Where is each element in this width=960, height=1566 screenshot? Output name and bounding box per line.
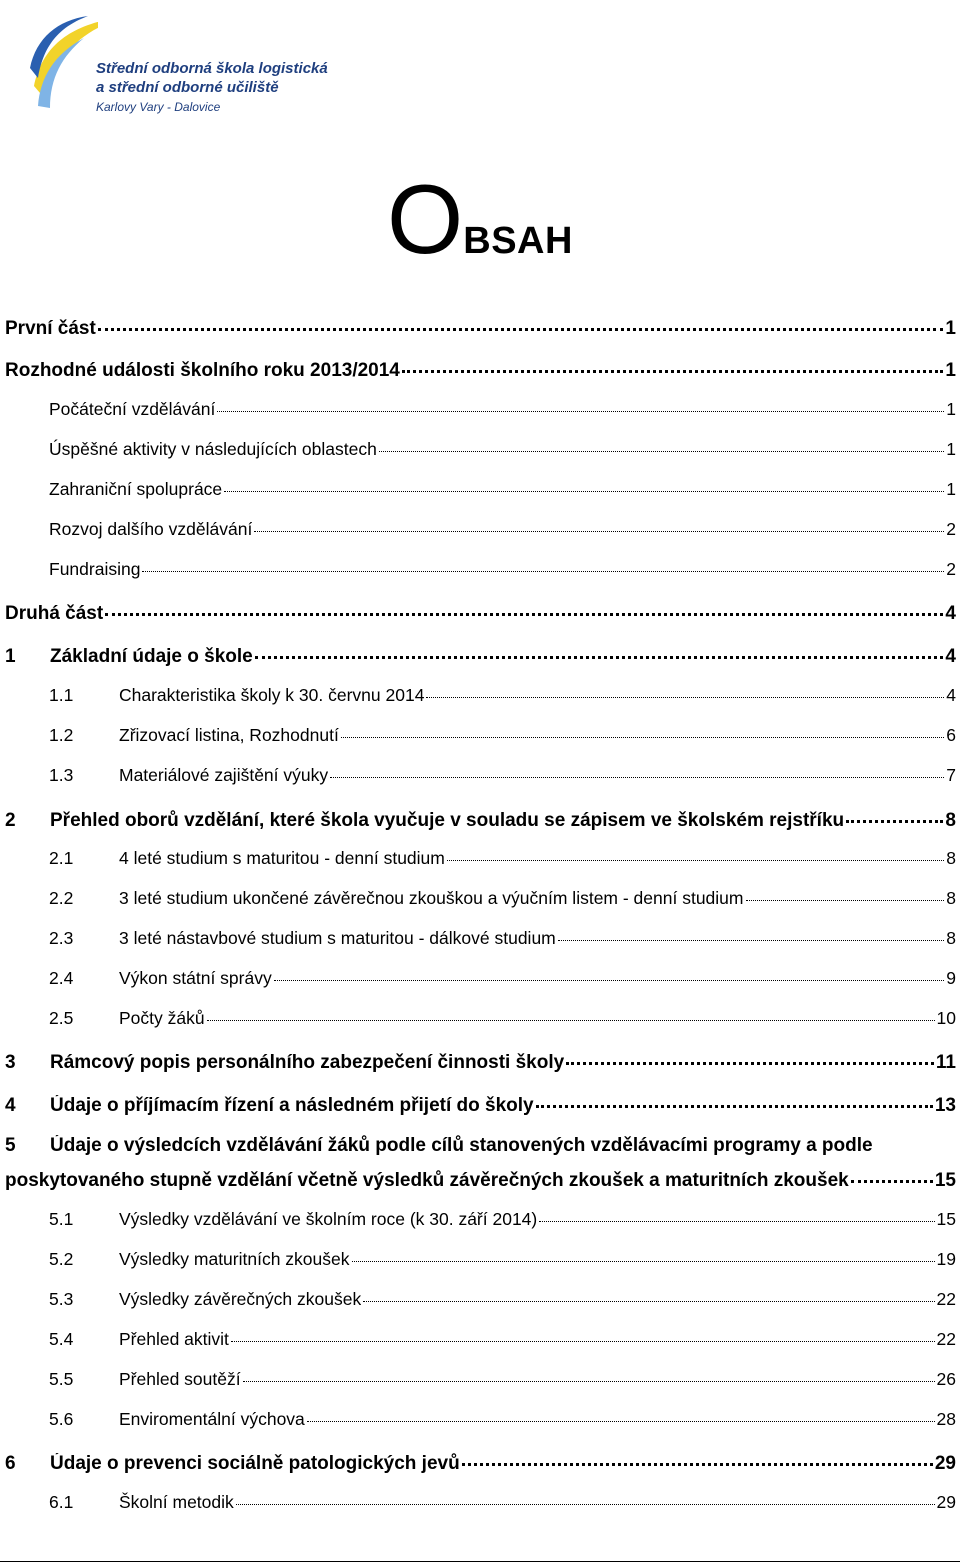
toc-entry[interactable]	[0, 518, 956, 540]
toc-entry-page: 2	[946, 558, 956, 579]
toc-entry-page: 7	[946, 764, 956, 785]
toc-dot-leader	[105, 596, 943, 616]
toc-entry-number: 5.5	[49, 1368, 74, 1389]
toc-entry-number: 5.4	[49, 1328, 74, 1349]
toc-entry[interactable]	[0, 724, 956, 746]
toc-dot-leader	[243, 1365, 935, 1382]
toc-entry-number: 2.3	[49, 927, 74, 948]
toc-entry-title: Druhá část	[5, 603, 104, 625]
toc-entry-title: Počáteční vzdělávání	[49, 398, 216, 419]
toc-entry-page: 13	[934, 1095, 956, 1117]
toc-entry-title: Školní metodik	[119, 1491, 234, 1512]
toc-entry-title: Charakteristika školy k 30. červnu 2014	[119, 684, 425, 705]
toc-entry-page: 8	[946, 847, 956, 868]
toc-dot-leader	[307, 1405, 935, 1422]
toc-entry-number: 1.1	[49, 684, 74, 705]
toc-dot-leader	[558, 924, 945, 941]
toc-entry-number: 2.1	[49, 847, 74, 868]
toc-entry-page: 28	[936, 1408, 956, 1429]
toc-entry[interactable]	[0, 847, 956, 869]
toc-dot-leader	[236, 1488, 935, 1505]
toc-entry[interactable]	[0, 558, 956, 580]
toc-entry-page: 15	[934, 1170, 956, 1192]
toc-entry-title: Rámcový popis personálního zabezpečení činnosti školy	[50, 1052, 565, 1074]
toc-entry-page: 22	[936, 1328, 956, 1349]
toc-dot-leader	[330, 761, 944, 778]
toc-entry[interactable]	[0, 356, 956, 382]
toc-entry-number: 5.6	[49, 1408, 74, 1429]
toc-dot-leader	[231, 1325, 935, 1342]
toc-entry-title: Počty žáků	[119, 1007, 205, 1028]
toc-entry-page: 29	[936, 1491, 956, 1512]
toc-entry-title: Výsledky vzdělávání ve školním roce (k 30. září 2014)	[119, 1208, 538, 1229]
toc-entry-number: 2.2	[49, 887, 74, 908]
toc-entry[interactable]	[0, 1248, 956, 1270]
toc-entry-page: 4	[945, 603, 956, 625]
toc-entry-title: Údaje o příjímacím řízení a následném přijetí do školy	[50, 1095, 534, 1117]
toc-dot-leader	[142, 555, 944, 572]
toc-entry-number: 1.3	[49, 764, 74, 785]
toc-entry[interactable]	[0, 1007, 956, 1029]
toc-entry[interactable]	[0, 1048, 956, 1074]
toc-entry[interactable]	[0, 1091, 956, 1117]
toc-entry-title: Úspěšné aktivity v následujících oblastech	[49, 438, 377, 459]
toc-entry-title: 3 leté nástavbové studium s maturitou - dálkové studium	[119, 927, 556, 948]
toc-dot-leader	[426, 681, 944, 698]
toc-entry-page: 4	[946, 684, 956, 705]
toc-entry-title: 3 leté studium ukončené závěrečnou zkouškou a výučním listem - denní studium	[119, 887, 744, 908]
toc-dot-leader	[875, 1131, 954, 1148]
toc-entry[interactable]	[0, 1208, 956, 1230]
toc-dot-leader	[207, 1004, 935, 1021]
logo-line-2: a střední odborné učiliště	[96, 79, 279, 96]
toc-dot-leader	[846, 803, 943, 823]
toc-entry-page: 8	[946, 927, 956, 948]
toc-entry-title: Výkon státní správy	[119, 967, 272, 988]
toc-entry-number: 1.2	[49, 724, 74, 745]
toc-dot-leader	[447, 844, 944, 861]
toc-entry-page: 2	[946, 518, 956, 539]
toc-entry-title: Výsledky maturitních zkoušek	[119, 1248, 350, 1269]
toc-entry[interactable]	[0, 806, 956, 832]
toc-dot-leader	[217, 395, 944, 412]
toc-entry[interactable]	[0, 764, 956, 786]
toc-entry-number: 4	[5, 1095, 16, 1117]
toc-entry[interactable]	[0, 1368, 956, 1390]
toc-dot-leader	[746, 884, 945, 901]
toc-dot-leader	[566, 1045, 934, 1065]
toc-entry-title: Přehled soutěží	[119, 1368, 241, 1389]
toc-dot-leader	[379, 435, 944, 452]
toc-dot-leader	[98, 311, 944, 331]
toc-entry-title: Přehled oborů vzdělání, které škola vyučuje v souladu se zápisem ve školském rejstříku	[50, 810, 845, 832]
toc-entry-number: 6	[5, 1453, 16, 1475]
toc-entry-page: 1	[946, 478, 956, 499]
toc-entry-number: 5.3	[49, 1288, 74, 1309]
toc-entry-title: Enviromentální výchova	[119, 1408, 305, 1429]
toc-entry-number: 5.1	[49, 1208, 74, 1229]
toc-entry[interactable]	[0, 1134, 956, 1157]
toc-dot-leader	[402, 353, 944, 373]
toc-entry-title: Fundraising	[49, 558, 141, 579]
toc-entry-title: Rozhodné události školního roku 2013/2014	[5, 360, 400, 382]
toc-entry-number: 2	[5, 810, 16, 832]
toc-entry-page: 4	[945, 646, 956, 668]
toc-dot-leader	[851, 1163, 933, 1183]
toc-entry[interactable]	[0, 1408, 956, 1430]
toc-dot-leader	[255, 639, 944, 659]
toc-dot-leader	[254, 515, 944, 532]
toc-entry[interactable]	[0, 398, 956, 420]
toc-entry-number: 6.1	[49, 1491, 74, 1512]
toc-dot-leader	[341, 721, 944, 738]
toc-entry-title: Rozvoj dalšího vzdělávání	[49, 518, 253, 539]
toc-entry-page: 1	[946, 398, 956, 419]
toc-dot-leader	[539, 1205, 934, 1222]
toc-entry-page: 11	[935, 1052, 956, 1074]
toc-entry[interactable]	[0, 599, 956, 625]
toc-entry-number: 1	[5, 646, 16, 668]
toc-entry-page: 10	[936, 1007, 956, 1028]
toc-entry-title: Zřizovací listina, Rozhodnutí	[119, 724, 339, 745]
toc-entry-title: poskytovaného stupně vzdělání včetně výsledků závěrečných zkoušek a maturitních zkoušek	[5, 1170, 849, 1192]
toc-entry[interactable]	[0, 642, 956, 668]
toc-entry[interactable]	[0, 314, 956, 340]
toc-entry[interactable]	[0, 478, 956, 500]
toc-dot-leader	[224, 475, 944, 492]
toc-dot-leader	[536, 1088, 933, 1108]
toc-entry-number: 5	[5, 1135, 16, 1157]
toc-entry-title: Základní údaje o škole	[50, 646, 253, 668]
toc-entry[interactable]	[0, 1491, 956, 1513]
toc-dot-leader	[363, 1285, 934, 1302]
logo-line-1: Střední odborná škola logistická	[96, 60, 328, 77]
toc-entry-page: 8	[946, 887, 956, 908]
toc-entry[interactable]	[0, 438, 956, 460]
toc-entry[interactable]	[0, 887, 956, 909]
toc-entry-number: 3	[5, 1052, 16, 1074]
toc-entry-title: Výsledky závěrečných zkoušek	[119, 1288, 362, 1309]
toc-entry-page: 8	[945, 810, 956, 832]
toc-entry[interactable]	[0, 684, 956, 706]
toc-entry-page: 6	[946, 724, 956, 745]
toc-entry-title: Údaje o prevenci sociálně patologických jevů	[50, 1453, 460, 1475]
toc-entry-number: 2.5	[49, 1007, 74, 1028]
logo-line-3: Karlovy Vary - Dalovice	[96, 100, 221, 114]
footer-rule	[0, 1561, 960, 1562]
toc-entry-page: 29	[934, 1453, 956, 1475]
toc-entry-number: 5.2	[49, 1248, 74, 1269]
toc-entry-page: 1	[945, 318, 956, 340]
title-rest: BSAH	[463, 220, 573, 262]
toc-entry-page: 22	[936, 1288, 956, 1309]
toc-entry[interactable]	[0, 1166, 956, 1192]
title-capital: O	[387, 164, 464, 274]
toc-entry-number: 2.4	[49, 967, 74, 988]
toc-entry-title: Údaje o výsledcích vzdělávání žáků podle cílů stanovených vzdělávacími programy a podle	[50, 1135, 873, 1157]
toc-entry-page: 15	[936, 1208, 956, 1229]
toc-entry-title: Zahraniční spolupráce	[49, 478, 223, 499]
toc-entry-title: Přehled aktivit	[119, 1328, 229, 1349]
toc-entry-page: 1	[946, 438, 956, 459]
toc-entry-page: 9	[946, 967, 956, 988]
toc-entry-title: První část	[5, 318, 96, 340]
toc-entry[interactable]	[0, 967, 956, 989]
toc-dot-leader	[462, 1446, 933, 1466]
toc-entry[interactable]	[0, 1449, 956, 1475]
toc-entry-page: 26	[936, 1368, 956, 1389]
toc-entry[interactable]	[0, 1288, 956, 1310]
toc-entry-title: Materiálové zajištění výuky	[119, 764, 329, 785]
toc-entry-page: 19	[936, 1248, 956, 1269]
toc-dot-leader	[274, 964, 945, 981]
toc-dot-leader	[352, 1245, 935, 1262]
toc-entry[interactable]	[0, 927, 956, 949]
toc-entry-title: 4 leté studium s maturitou - denní studium	[119, 847, 445, 868]
toc-entry-page: 1	[945, 360, 956, 382]
toc-entry[interactable]	[0, 1328, 956, 1350]
